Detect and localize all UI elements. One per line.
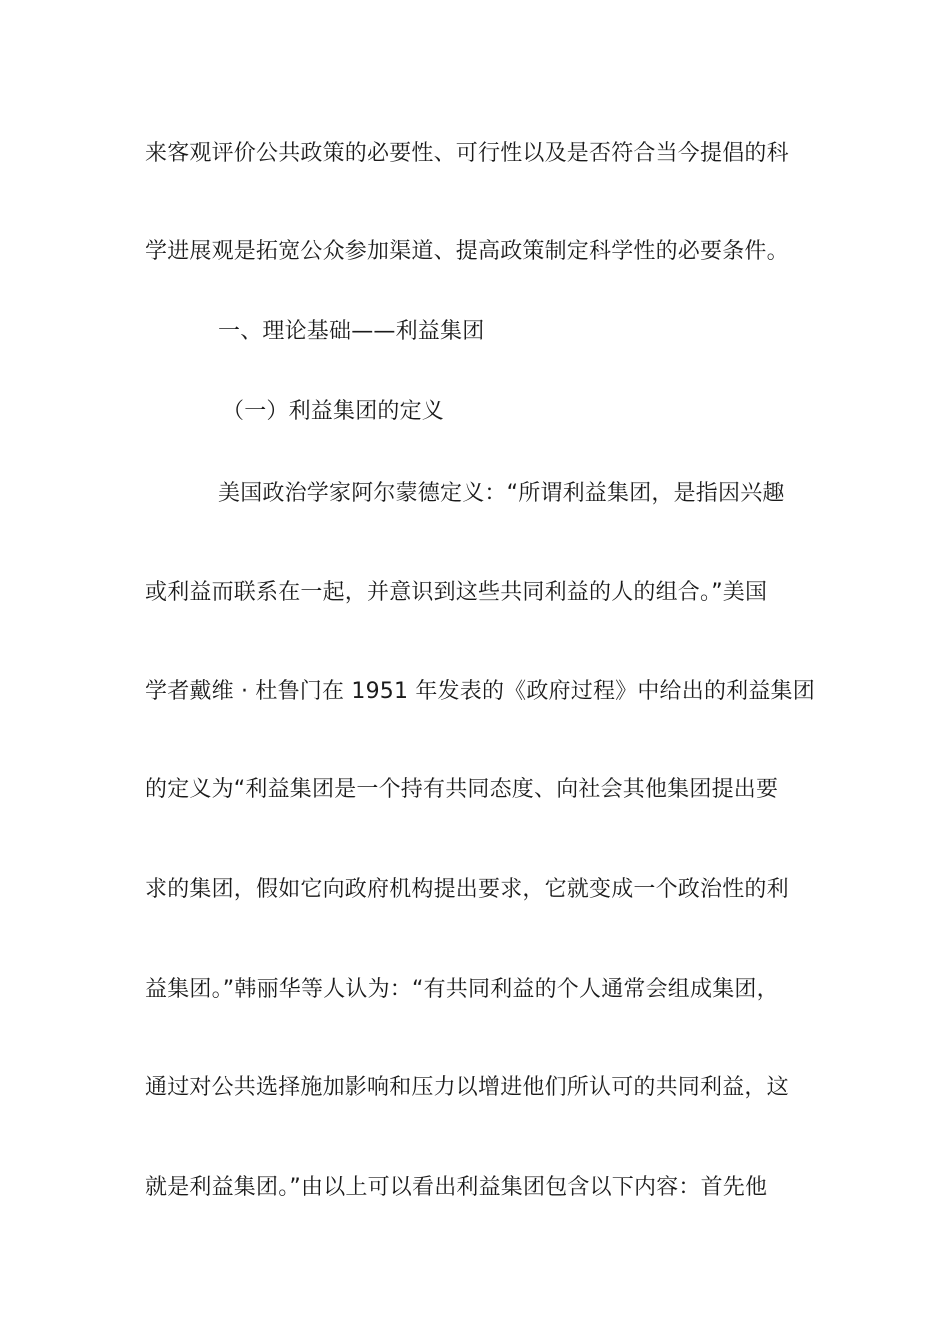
paragraph-first-line: 美国政治学家阿尔蒙德定义：“所谓利益集团，是指因兴趣 xyxy=(218,481,785,506)
body-text-line: 通过对公共选择施加影响和压力以增进他们所认可的共同利益，这 xyxy=(145,1075,789,1100)
body-text-line: 学进展观是拓宽公众参加渠道、提高政策制定科学性的必要条件。 xyxy=(145,239,789,264)
body-text-line: 求的集团，假如它向政府机构提出要求，它就变成一个政治性的利 xyxy=(145,877,789,902)
body-text-line: 就是利益集团。”由以上可以看出利益集团包含以下内容：首先他 xyxy=(145,1175,768,1200)
body-text-line: 或利益而联系在一起，并意识到这些共同利益的人的组合。”美国 xyxy=(145,580,768,605)
body-text-line: 的定义为“利益集团是一个持有共同态度、向社会其他集团提出要 xyxy=(145,777,779,802)
body-text-line: 学者戴维 · 杜鲁门在 1951 年发表的《政府过程》中给出的利益集团 xyxy=(145,679,815,704)
section-heading: 一、理论基础——利益集团 xyxy=(218,319,485,344)
subsection-heading: （一）利益集团的定义 xyxy=(222,399,445,424)
body-text-line: 来客观评价公共政策的必要性、可行性以及是否符合当今提倡的科 xyxy=(145,141,789,166)
body-text-line: 益集团。”韩丽华等人认为：“有共同利益的个人通常会组成集团， xyxy=(145,977,779,1002)
